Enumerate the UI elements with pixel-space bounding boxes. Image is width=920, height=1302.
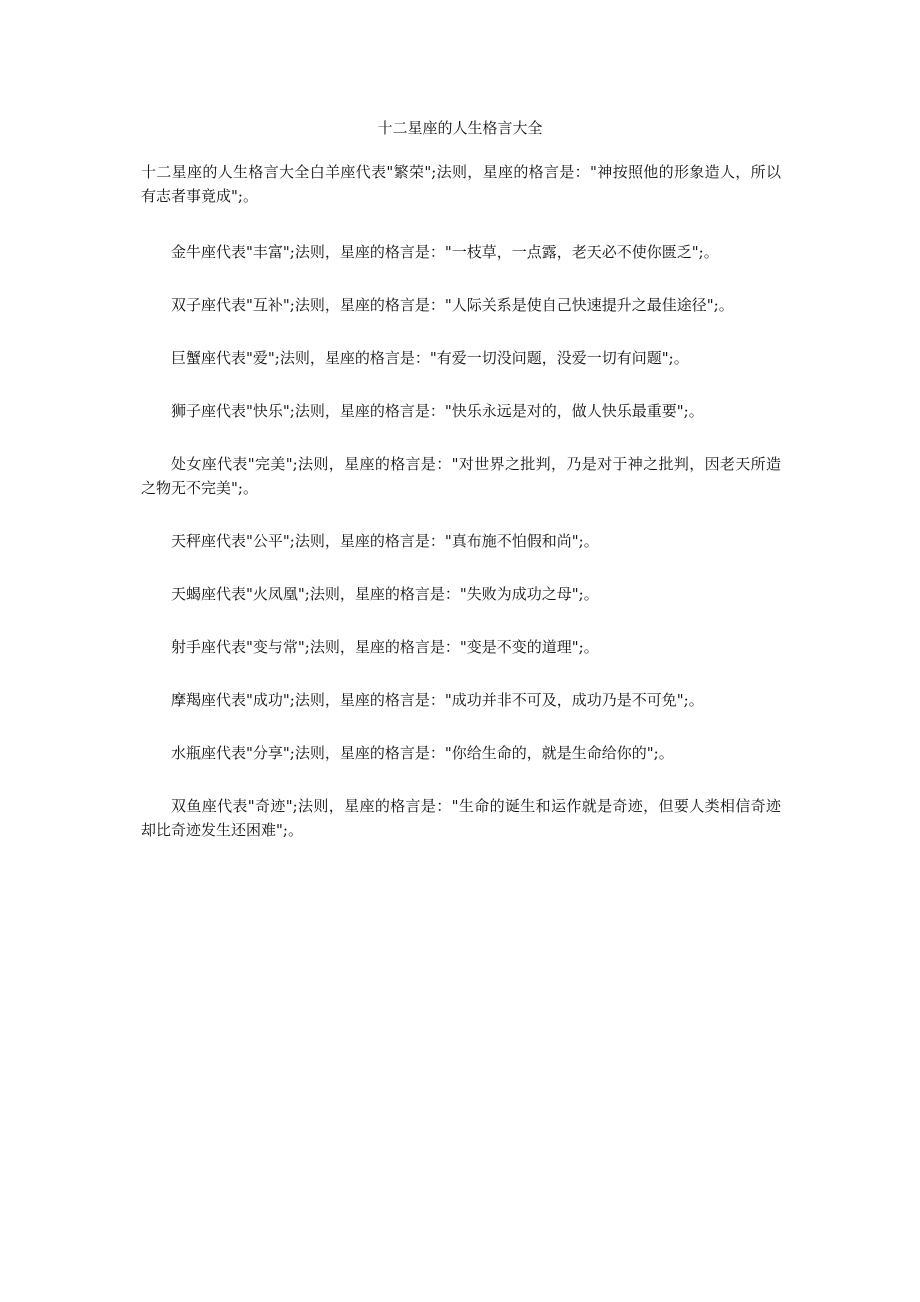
paragraph-libra: 天秤座代表"公平";法则，星座的格言是："真布施不怕假和尚";。 xyxy=(171,532,599,550)
paragraph-gemini: 双子座代表"互补";法则，星座的格言是："人际关系是使自己快速提升之最佳途径";。 xyxy=(171,296,734,314)
document-body xyxy=(141,160,781,871)
paragraph-aquarius: 水瓶座代表"分享";法则，星座的格言是："你给生命的，就是生命给你的";。 xyxy=(171,744,674,762)
paragraph-leo: 狮子座代表"快乐";法则，星座的格言是："快乐永远是对的，做人快乐最重要";。 xyxy=(171,402,704,420)
paragraph-virgo: 处女座代表"完美";法则，星座的格言是："对世界之批判，乃是对于神之批判，因老天所造之物无不完美";。 xyxy=(141,455,781,497)
paragraph-intro-aries: 十二星座的人生格言大全白羊座代表"繁荣";法则，星座的格言是："神按照他的形象造人，所以有志者事竟成";。 xyxy=(141,163,781,205)
paragraph-pisces: 双鱼座代表"奇迹";法则，星座的格言是："生命的诞生和运作就是奇迹，但要人类相信奇迹却比奇迹发生还困难";。 xyxy=(141,797,781,839)
document-title: 十二星座的人生格言大全 xyxy=(377,119,543,137)
paragraph-taurus: 金牛座代表"丰富";法则，星座的格言是："一枝草，一点露，老天必不使你匮乏";。 xyxy=(171,243,719,261)
paragraph-cancer: 巨蟹座代表"爱";法则，星座的格言是："有爱一切没问题，没爱一切有问题";。 xyxy=(171,349,689,367)
paragraph-sagittarius: 射手座代表"变与常";法则，星座的格言是："变是不变的道理";。 xyxy=(171,638,599,656)
paragraph-scorpio: 天蝎座代表"火凤凰";法则，星座的格言是："失败为成功之母";。 xyxy=(171,585,599,603)
paragraph-capricorn: 摩羯座代表"成功";法则，星座的格言是："成功并非不可及，成功乃是不可免";。 xyxy=(171,691,704,709)
